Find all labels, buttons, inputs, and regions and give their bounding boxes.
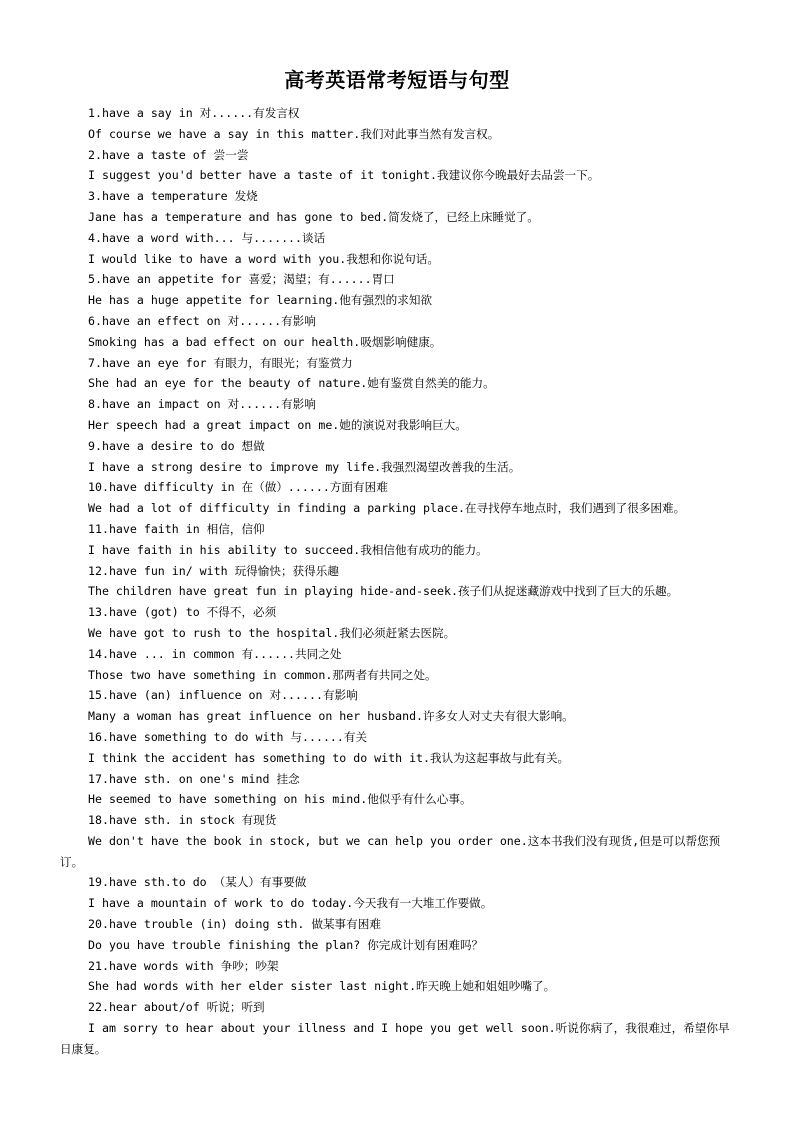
example-19: I have a mountain of work to do today.今天我有一大堆工作要做。 — [88, 896, 493, 911]
example-7: She had an eye for the beauty of nature.她有鉴赏自然美的能力。 — [88, 376, 495, 391]
example-15: Many a woman has great influence on her husband.许多女人对丈夫有很大影响。 — [88, 709, 574, 724]
example-5: He has a huge appetite for learning.他有强烈的求知欲 — [88, 293, 433, 308]
example-17: He seemed to have something on his mind.他似乎有什么心事。 — [88, 792, 472, 807]
phrase-19: 19.have sth.to do （某人）有事要做 — [88, 875, 307, 890]
phrase-1: 1.have a say in 对......有发言权 — [88, 106, 300, 120]
example-14: Those two have something in common.那两者有共同之处。 — [88, 667, 437, 682]
example-2: I suggest you'd better have a taste of it tonight.我建议你今晚最好去品尝一下。 — [88, 168, 600, 183]
phrase-4: 4.have a word with... 与.......谈话 — [88, 230, 326, 245]
phrase-16: 16.have something to do with 与......有关 — [88, 729, 368, 744]
phrase-list — [60, 103, 740, 1060]
example-12: The children have great fun in playing hide-and-seek.孩子们从捉迷藏游戏中找到了巨大的乐趣。 — [88, 584, 679, 599]
phrase-3: 3.have a temperature 发烧 — [88, 189, 258, 204]
phrase-21: 21.have words with 争吵；吵架 — [88, 958, 279, 973]
example-13: We have got to rush to the hospital.我们必须赶紧去医院。 — [88, 625, 456, 640]
example-10: We had a lot of difficulty in finding a parking place.在寻找停车地点时，我们遇到了很多困难。 — [88, 501, 686, 516]
phrase-9: 9.have a desire to do 想做 — [88, 438, 265, 453]
example-8: Her speech had a great impact on me.她的演说对我影响巨大。 — [88, 417, 467, 432]
phrase-5: 5.have an appetite for 喜爱；渴望；有......胃口 — [88, 272, 395, 287]
phrase-11: 11.have faith in 相信，信仰 — [88, 521, 265, 536]
example-11: I have faith in his ability to succeed.我相信他有成功的能力。 — [88, 542, 488, 557]
phrase-8: 8.have an impact on 对......有影响 — [88, 397, 316, 412]
example-16: I think the accident has something to do with it.我认为这起事故与此有关。 — [88, 750, 570, 765]
phrase-13: 13.have (got) to 不得不，必须 — [88, 605, 277, 620]
phrase-15: 15.have (an) influence on 对......有影响 — [88, 688, 358, 703]
phrase-17: 17.have sth. on one's mind 挂念 — [88, 771, 300, 786]
example-21: She had words with her elder sister last night.昨天晚上她和姐姐吵嘴了。 — [88, 979, 556, 994]
phrase-6: 6.have an effect on 对......有影响 — [88, 313, 316, 328]
example-3: Jane has a temperature and has gone to bed.简发烧了，已经上床睡觉了。 — [88, 209, 539, 224]
phrase-7: 7.have an eye for 有眼力，有眼光；有鉴赏力 — [88, 355, 353, 370]
page-title: 高考英语常考短语与句型 — [284, 68, 510, 92]
example-6: Smoking has a bad effect on our health.吸烟影响健康。 — [88, 334, 442, 349]
example-1: Of course we have a say in this matter.我们对此事当然有发言权。 — [88, 126, 500, 141]
phrase-10: 10.have difficulty in 在（做）......方面有困难 — [88, 480, 388, 495]
example-20: Do you have trouble finishing the plan? 你完成计划有困难吗？ — [88, 937, 484, 952]
phrase-2: 2.have a taste of 尝一尝 — [88, 147, 249, 162]
example-4: I would like to have a word with you.我想和你说句话。 — [88, 251, 440, 266]
phrase-14: 14.have ... in common 有......共同之处 — [88, 646, 342, 661]
example-18: We don't have the book in stock, but we can help you order one.这本书我们没有现货,但是可以帮您预订。 — [60, 833, 721, 869]
phrase-20: 20.have trouble (in) doing sth. 做某事有困难 — [88, 917, 381, 932]
phrase-12: 12.have fun in/ with 玩得愉快；获得乐趣 — [88, 563, 339, 578]
phrase-22: 22.hear about/of 听说；听到 — [88, 1000, 265, 1015]
example-22: I am sorry to hear about your illness and I hope you get well soon.听说你病了，我很难过，希望你早日康复。 — [60, 1021, 730, 1056]
phrase-18: 18.have sth. in stock 有现货 — [88, 813, 277, 828]
example-9: I have a strong desire to improve my life.我强烈渴望改善我的生活。 — [88, 459, 521, 474]
